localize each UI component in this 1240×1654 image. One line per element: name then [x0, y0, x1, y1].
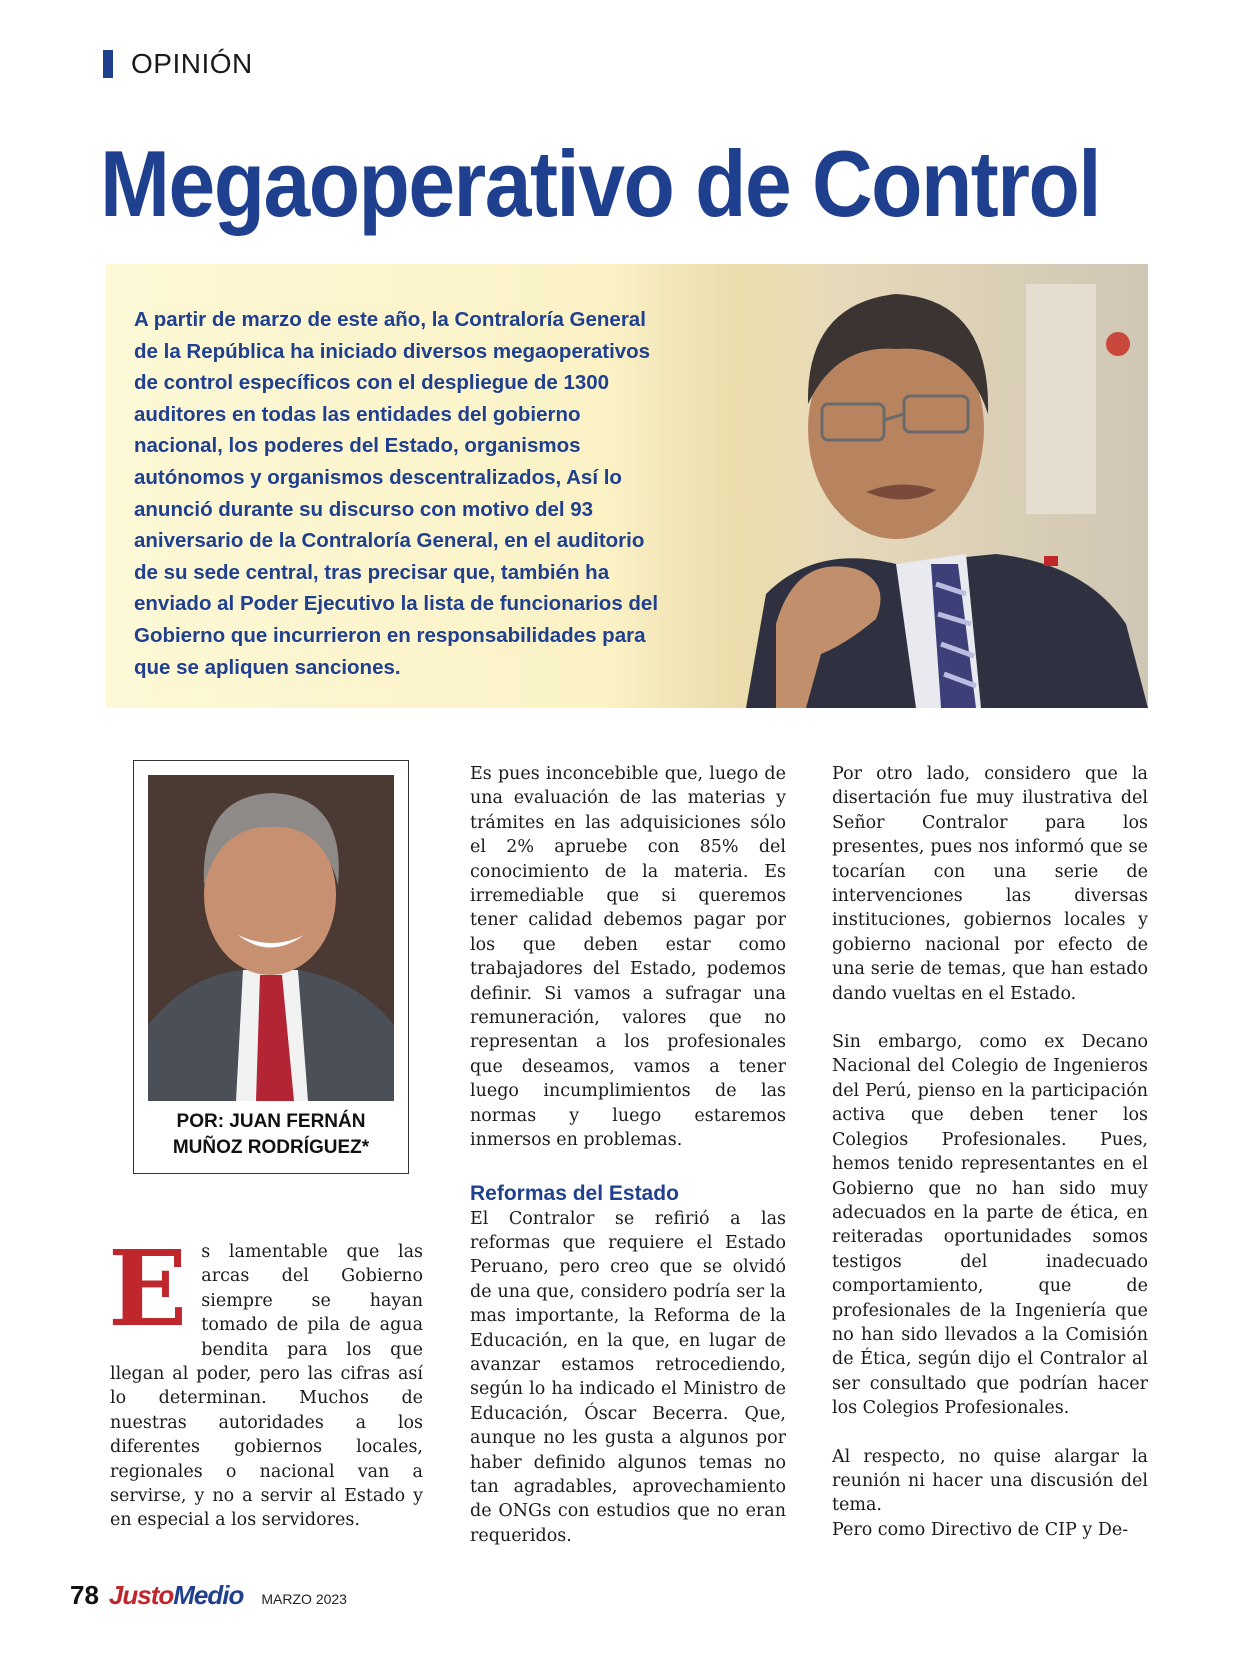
magazine-logo-part-1: Justo [108, 1580, 174, 1610]
paragraph-6: Al respecto, no quise alargar la reunión ni hacer una discusión del tema. [832, 1446, 1148, 1516]
article-column-3 [832, 762, 1148, 1542]
author-box [133, 760, 409, 1174]
author-caption [134, 1109, 408, 1161]
author-caption-line-2: MUÑOZ RODRÍGUEZ* [172, 1137, 370, 1158]
lead-text: A partir de marzo de este año, la Contraloría General de la República ha iniciado diversos megaoperativos de control específicos con el despliegue de 1300 auditores en todas las entidades del gobierno nacional, los poderes del Estado, organismos autónomos y organismos descentralizados, Así lo anunció durante su discurso con motivo del 93 aniversario de la Contraloría General, en el auditorio de su sede central, tras precisar que, también ha enviado al Poder Ejecutivo la lista de funcionarios del Gobierno que incurrieron en responsabilidades para que se apliquen sanciones. [134, 308, 659, 679]
lead-box [106, 264, 1148, 708]
lead-photo [726, 264, 1148, 708]
page-number: 78 [70, 1580, 99, 1610]
section-bar [103, 50, 113, 78]
article-column-2 [470, 762, 786, 1548]
page-footer [70, 1580, 347, 1611]
magazine-logo-part-2: Medio [173, 1580, 244, 1610]
magazine-logo [109, 1580, 243, 1611]
section-label [103, 48, 253, 80]
paragraph-4: Por otro lado, considero que la disertación fue muy ilustrativa del Señor Contralor para los presentes, pues nos informó que se tocarían con una serie de intervenciones las diversas instituciones, gobiernos locales y gobierno nacional por efecto de una serie de temas, que han estado dando vueltas en el Estado. [832, 764, 1148, 1004]
paragraph-3: El Contralor se refirió a las reformas que requiere el Estado Peruano, pero creo que se olvidó de una que, considero podría ser la mas importante, la Reforma de la Educación, en la que, en lugar de avanzar estamos retrocediendo, según lo ha indicado el Ministro de Educación, Óscar Becerra. Que, aunque no les gusta a algunos por haber definido algunos temas no tan agradables, aprovechamiento de ONGs con estudios que no eran requeridos. [470, 1208, 786, 1546]
paragraph-1: s lamentable que las arcas del Gobierno siempre se hayan tomado de pila de agua bendita para los que llegan al poder, pero las cifras así lo determinan. Muchos de nuestras autoridades a los diferentes gobiernos locales, regionales o nacional van a servirse, y no a servir al Estado y en especial a los servidores. [110, 1242, 423, 1531]
article-column-1 [108, 1227, 423, 1533]
article-headline: Megaoperativo de Control [100, 130, 1101, 237]
paragraph-5: Sin embargo, como ex Decano Nacional del Colegio de Ingenieros del Perú, pienso en la participación activa que deben tener los Colegios Profesionales. Pues, hemos tenido representantes en el Gobierno que no han sido muy adecuados en la parte de ética, en reiteradas oportunidades somos testigos del inadecuado comportamiento, que de profesionales de la Ingeniería que no han sido llevados a la Comisión de Ética, según dijo el Contralor al ser consultado que podrían hacer los Colegios Profesionales. [832, 1032, 1148, 1419]
paragraph-7: Pero como Directivo de CIP y De- [832, 1519, 1129, 1540]
section-label-text: OPINIÓN [131, 48, 253, 79]
drop-cap: E [108, 1227, 188, 1350]
subhead-reformas: Reformas del Estado [470, 1181, 679, 1205]
issue-date: MARZO 2023 [261, 1591, 347, 1607]
author-photo [148, 775, 394, 1101]
author-caption-line-1: POR: JUAN FERNÁN [176, 1111, 366, 1132]
paragraph-2: Es pues inconcebible que, luego de una evaluación de las materias y trámites en las adquisiciones sólo el 2% apruebe con 85% del conocimiento de la materia. Es irremediable que si queremos tener calidad debemos pagar por los que deben estar como trabajadores del Estado, podemos definir. Si vamos a sufragar una remuneración, valores que no representan a los profesionales que deseamos, vamos a tener luego incumplimientos de las normas y luego estaremos inmersos en problemas. [470, 764, 786, 1151]
